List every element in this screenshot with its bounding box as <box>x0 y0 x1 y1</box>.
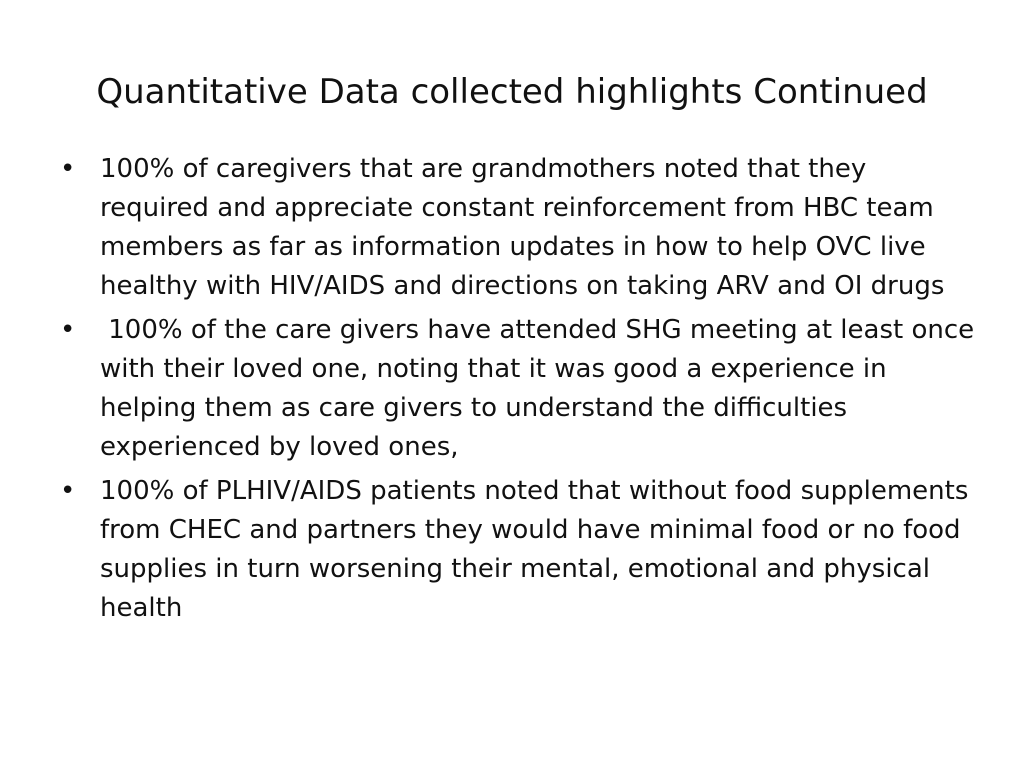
slide-title: Quantitative Data collected highlights Continued <box>96 72 928 112</box>
bullet-list <box>52 150 982 633</box>
bullet-icon: • <box>60 476 76 506</box>
bullet-text: 100% of the care givers have attended SHG meeting at least once with their loved one, noting that it was good a experience in helping them as care givers to understand the difficulties experienced by loved ones, <box>100 315 983 462</box>
bullet-icon: • <box>60 315 76 345</box>
bullet-text: 100% of PLHIV/AIDS patients noted that without food supplements from CHEC and partners they would have minimal food or no food supplies in turn worsening their mental, emotional and physical health <box>100 476 969 623</box>
bullet-item-3 <box>52 472 982 628</box>
bullet-item-2 <box>52 311 982 467</box>
bullet-text: 100% of caregivers that are grandmothers noted that they required and appreciate constant reinforcement from HBC team members as far as information updates in how to help OVC live healthy with HIV/AIDS and directions on taking ARV and OI drugs <box>100 154 945 301</box>
bullet-icon: • <box>60 154 76 184</box>
bullet-item-1 <box>52 150 982 306</box>
